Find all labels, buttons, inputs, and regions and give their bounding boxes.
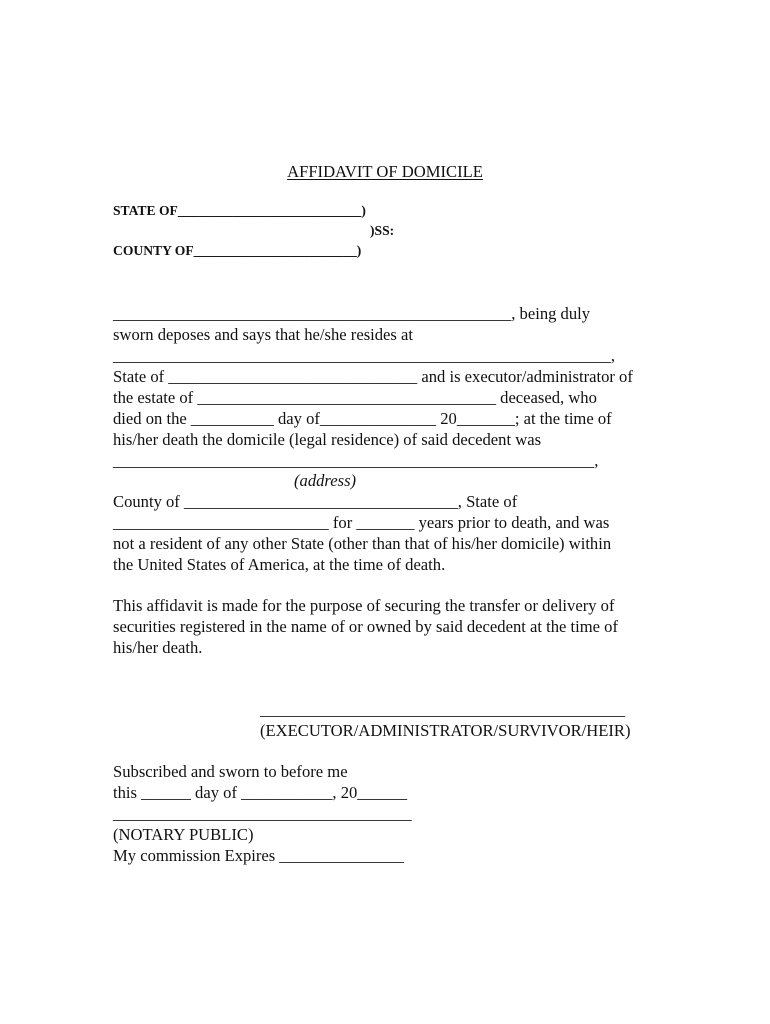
residence-line: ____________________________________________________________, [113,346,615,365]
body-line-9: County of _________________________________, State of [113,492,518,511]
body-line-11: not a resident of any other State (other than that of his/her domicile) within [113,534,612,553]
body-line-10: __________________________ for _______ years prior to death, and was [113,513,610,532]
notary-line-1: Subscribed and sworn to before me [113,762,348,781]
notary-signature-line: ____________________________________ [113,804,412,823]
state-of-line: STATE OF___________________________) [113,203,366,218]
body-line-5: the estate of ____________________________________ deceased, who [113,388,597,407]
body-line-2: sworn deposes and says that he/she resides at [113,325,414,344]
notary-line-2: this ______ day of ___________, 20______ [113,783,408,802]
county-of-line: COUNTY OF________________________) [113,243,362,258]
document-title: AFFIDAVIT OF DOMICILE [287,162,483,181]
address-label: (address) [294,471,357,490]
ss-marker: )SS: [370,223,395,238]
commission-expires-line: My commission Expires _______________ [113,846,404,865]
signature-label: (EXECUTOR/ADMINISTRATOR/SURVIVOR/HEIR) [260,721,631,740]
purpose-line-2: securities registered in the name of or owned by said decedent at the time of [113,617,619,636]
deponent-name-line: ________________________________________________, being duly [113,304,591,323]
body-line-7: his/her death the domicile (legal residence) of said decedent was [113,430,542,449]
purpose-line-3: his/her death. [113,638,203,657]
body-line-12: the United States of America, at the time of death. [113,555,446,574]
notary-label: (NOTARY PUBLIC) [113,825,254,844]
address-line: __________________________________________________________, [113,451,599,470]
signature-line: ____________________________________________ [260,700,626,719]
body-line-4: State of ______________________________ and is executor/administrator of [113,367,633,386]
purpose-line-1: This affidavit is made for the purpose of securing the transfer or delivery of [113,596,615,615]
body-line-6: died on the __________ day of______________ 20_______; at the time of [113,409,612,428]
